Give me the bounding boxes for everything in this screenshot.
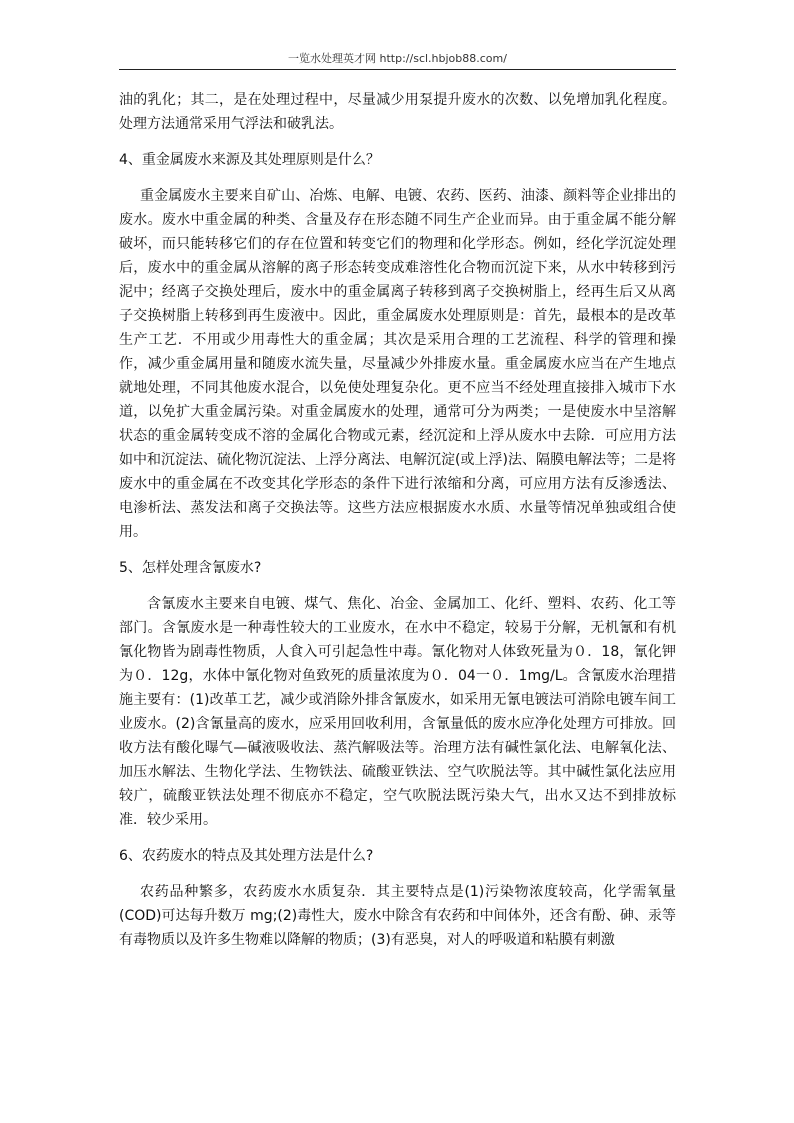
heading-pesticide-wastewater: 6、农药废水的特点及其处理方法是什么? bbox=[119, 848, 374, 864]
heading-heavy-metal-wastewater: 4、重金属废水来源及其处理原则是什么？ bbox=[119, 152, 380, 168]
paragraph-heavy-metal-wastewater: 重金属废水主要来自矿山、冶炼、电解、电镀、农药、医药、油漆、颜料等企业排出的废水。废水中重金属的种类、含量及存在形态随不同生产企业而异。由于重金属不能分解破坏，而只能转移它们的存在位置和转变它们的物理和化学形态。例如，经化学沉淀处理后，废水中的重金属从溶解的离子形态转变成难溶性化合物而沉淀下来，从水中转移到污泥中；经离子交换处理后，废水中的重金属离子转移到离子交换树脂上，经再生后又从离子交换树脂上转移到再生废液中。因此，重金属废水处理原则是：首先，最根本的是改革生产工艺．不用或少用毒性大的重金属；其次是采用合理的工艺流程、科学的管理和操作，减少重金属用量和随废水流失量，尽量减少外排废水量。重金属废水应当在产生地点就地处理，不同其他废水混合，以免使处理复杂化。更不应当不经处理直接排入城市下水道，以免扩大重金属污染。对重金属废水的处理，通常可分为两类；一是使废水中呈溶解状态的重金属转变成不溶的金属化合物或元素，经沉淀和上浮从废水中去除．可应用方法如中和沉淀法、硫化物沉淀法、上浮分离法、电解沉淀(或上浮)法、隔膜电解法等；二是将废水中的重金属在不改变其化学形态的条件下进行浓缩和分离，可应用方法有反渗透法、电渗析法、蒸发法和离子交换法等。这些方法应根据废水水质、水量等情况单独或组合使用。 bbox=[119, 188, 676, 540]
paragraph-cyanide-wastewater: 含氰废水主要来自电镀、煤气、焦化、冶金、金属加工、化纤、塑料、农药、化工等部门。含氰废水是一种毒性较大的工业废水，在水中不稳定，较易于分解，无机氰和有机氰化物皆为剧毒性物质，人食入可引起急性中毒。氰化物对人体致死量为０．18，氰化钾为０．12g，水体中氰化物对鱼致死的质量浓度为０．04一０．1mg/L。含氰废水治理措施主要有：(1)改革工艺，减少或消除外排含氰废水，如采用无氰电镀法可消除电镀车间工业废水。(2)含氰量高的废水，应采用回收利用，含氰量低的废水应净化处理方可排放。回收方法有酸化曝气—碱液吸收法、蒸汽解吸法等。治理方法有碱性氯化法、电解氧化法、加压水解法、生物化学法、生物铁法、硫酸亚铁法、空气吹脱法等。其中碱性氯化法应用较广，硫酸亚铁法处理不彻底亦不稳定，空气吹脱法既污染大气，出水又达不到排放标准．较少采用。 bbox=[119, 596, 676, 828]
paragraph-pesticide-wastewater: 农药品种繁多，农药废水水质复杂．其主要特点是(1)污染物浓度较高，化学需氧量(COD)可达每升数万 mg;(2)毒性大，废水中除含有农药和中间体外，还含有酚、砷、汞等有毒物质以及许多生物难以降解的物质；(3)有恶臭，对人的呼吸道和粘膜有刺激 bbox=[119, 884, 676, 948]
header-divider bbox=[119, 69, 676, 70]
page-header: 一览水处理英才网 http://scl.hbjob88.com/ bbox=[288, 52, 507, 65]
document-body bbox=[119, 88, 676, 952]
heading-cyanide-wastewater: 5、怎样处理含氰废水? bbox=[119, 560, 262, 576]
paragraph-oil-emulsion-continued: 油的乳化；其二，是在处理过程中，尽量减少用泵提升废水的次数、以免增加乳化程度。处理方法通常采用气浮法和破乳法。 bbox=[119, 92, 676, 132]
